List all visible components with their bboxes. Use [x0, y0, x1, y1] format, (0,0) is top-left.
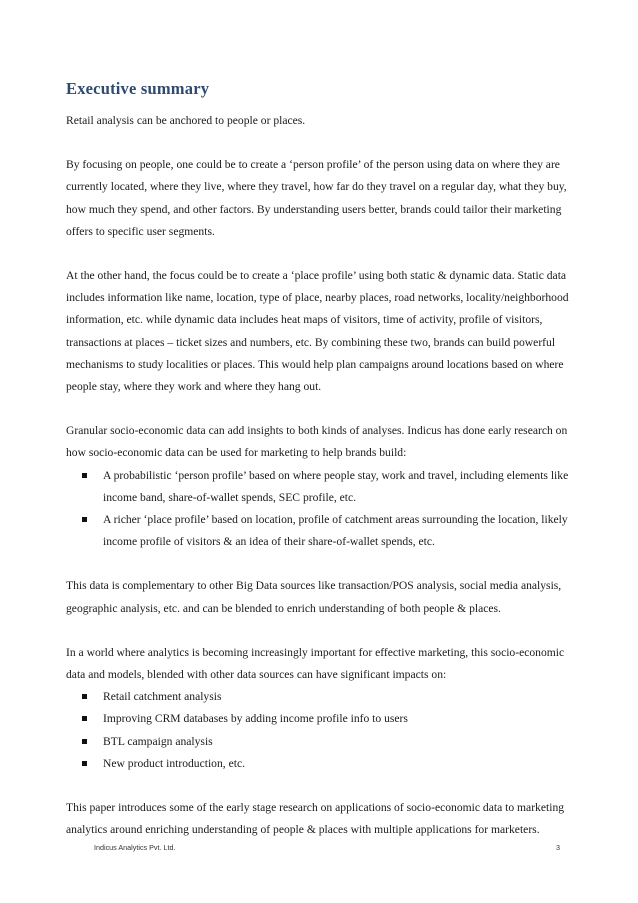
list-item-text: Retail catchment analysis	[103, 690, 222, 704]
list-item	[66, 731, 580, 753]
paragraph-intro: Retail analysis can be anchored to people or places.	[66, 114, 306, 127]
list-item	[66, 509, 580, 553]
list-item	[66, 465, 580, 509]
profile-list	[66, 465, 580, 554]
list-item	[66, 753, 580, 775]
square-bullet-icon	[82, 694, 87, 699]
square-bullet-icon	[82, 517, 87, 522]
list-item	[66, 708, 580, 730]
paragraph-places: At the other hand, the focus could be to create a ‘place profile’ using both static & dynamic data. Static data includes information like name, location, type of place, nearby places, road networks, locality/neighborhood information, etc. while dynamic data includes heat maps of visitors, time of activity, profile of visitors, transactions at places – ticket sizes and numbers, etc. By combining these two, brands can build powerful mechanisms to study localities or places. This would help plan campaigns around locations based on where people stay, where they work and where they hang out.	[66, 269, 569, 394]
list-item-text: A probabilistic ‘person profile’ based on where people stay, work and travel, including elements like income band, share-of-wallet spends, SEC profile, etc.	[103, 468, 569, 504]
paragraph-complementary: This data is complementary to other Big Data sources like transaction/POS analysis, social media analysis, geographic analysis, etc. and can be blended to enrich understanding of both people & places.	[66, 579, 562, 615]
section-heading: Executive summary	[66, 79, 210, 98]
paragraph-socio-economic: Granular socio-economic data can add insights to both kinds of analyses. Indicus has done early research on how socio-economic data can be used for marketing to help brands build:	[66, 424, 568, 460]
square-bullet-icon	[82, 716, 87, 721]
list-item-text: BTL campaign analysis	[103, 734, 213, 748]
paragraph-conclusion: This paper introduces some of the early stage research on applications of socio-economic data to marketing analytics around enriching understanding of people & places with multiple applications for marketers.	[66, 801, 565, 837]
square-bullet-icon	[82, 473, 87, 478]
paragraph-people: By focusing on people, one could be to create a ‘person profile’ of the person using data on where they are currently located, where they live, where they travel, how far do they travel on a regular day, what they buy, how much they spend, and other factors. By understanding users better, brands could tailor their marketing offers to specific user segments.	[66, 158, 567, 238]
footer-company: Indicus Analytics Pvt. Ltd.	[94, 843, 176, 852]
list-item	[66, 686, 580, 708]
square-bullet-icon	[82, 761, 87, 766]
list-item-text: New product introduction, etc.	[103, 756, 245, 770]
list-item-text: Improving CRM databases by adding income profile info to users	[103, 712, 408, 726]
square-bullet-icon	[82, 739, 87, 744]
list-item-text: A richer ‘place profile’ based on location, profile of catchment areas surrounding the location, likely income profile of visitors & an idea of their share-of-wallet spends, etc.	[103, 513, 568, 549]
impact-list	[66, 686, 580, 775]
paragraph-impacts: In a world where analytics is becoming increasingly important for effective marketing, this socio-economic data and models, blended with other data sources can have significant impacts on:	[66, 645, 565, 682]
page-body	[66, 78, 580, 863]
page-number: 3	[556, 843, 560, 852]
